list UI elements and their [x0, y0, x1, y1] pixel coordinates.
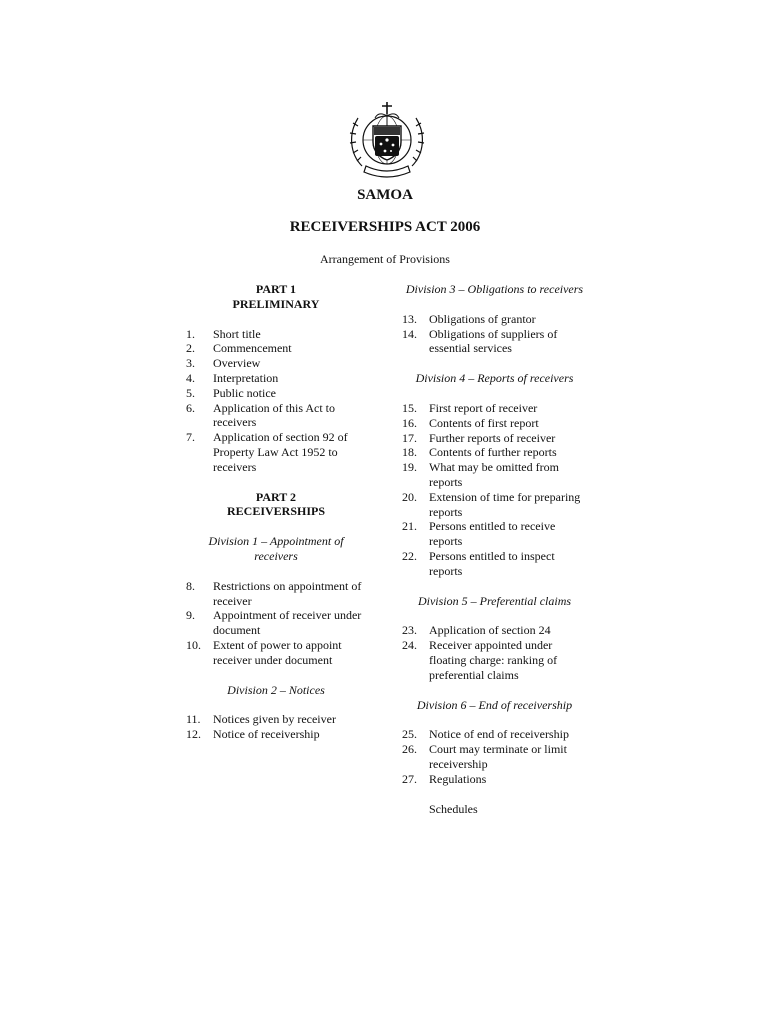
- item-label: Persons entitled to inspect reports: [429, 548, 555, 578]
- item-number: 3.: [186, 356, 195, 371]
- item-number: 1.: [186, 326, 195, 341]
- toc-item-14: [402, 327, 587, 357]
- item-label: Notices given by receiver: [213, 712, 336, 727]
- item-label: Appointment of receiver under document: [213, 608, 362, 638]
- arrangement-subtitle: Arrangement of Provisions: [320, 252, 450, 266]
- contents-right-column: [402, 282, 587, 816]
- division-3-heading: Division 3 – Obligations to receivers: [405, 282, 584, 296]
- toc-item-9: [186, 608, 366, 638]
- item-label: Application of section 24: [429, 623, 551, 638]
- country-title: SAMOA: [357, 187, 413, 203]
- toc-item-24: [402, 638, 587, 682]
- toc-item-2: [186, 341, 366, 356]
- item-number: 8.: [186, 578, 195, 593]
- item-number: 13.: [402, 311, 417, 326]
- toc-item-5: [186, 386, 366, 401]
- division-5-heading: Division 5 – Preferential claims: [417, 593, 572, 608]
- item-number: 17.: [402, 430, 417, 445]
- toc-item-26: [402, 742, 587, 772]
- toc-item-11: [186, 712, 366, 727]
- item-label: Persons entitled to receive reports: [429, 519, 556, 549]
- item-label: Short title: [213, 326, 261, 341]
- item-number: 4.: [186, 370, 195, 385]
- division-4-heading: Division 4 – Reports of receivers: [415, 371, 574, 386]
- toc-item-6: [186, 401, 366, 431]
- toc-item-27: [402, 772, 587, 787]
- item-label: Contents of first report: [429, 415, 539, 430]
- toc-item-18: [402, 445, 587, 460]
- item-label: Extent of power to appoint receiver under document: [213, 637, 342, 667]
- toc-item-25: [402, 727, 587, 742]
- item-number: 5.: [186, 385, 195, 400]
- item-label: Public notice: [213, 385, 276, 400]
- item-number: 21.: [402, 519, 417, 534]
- item-number: 22.: [402, 548, 417, 563]
- item-label: Receiver appointed under floating charge: ranking of preferential claims: [429, 638, 558, 682]
- item-label: Notice of end of receivership: [429, 727, 569, 742]
- item-number: 26.: [402, 742, 417, 757]
- item-label: Commencement: [213, 341, 292, 356]
- item-number: 11.: [186, 712, 201, 727]
- item-label: Further reports of receiver: [429, 430, 556, 445]
- toc-item-1: [186, 327, 366, 342]
- toc-item-16: [402, 416, 587, 431]
- item-number: 2.: [186, 341, 195, 356]
- item-label: Regulations: [429, 771, 487, 786]
- item-label: Court may terminate or limit receivership: [429, 742, 567, 771]
- item-label: Obligations of suppliers of essential services: [429, 326, 558, 356]
- item-number: 23.: [402, 623, 417, 638]
- toc-item-12: [186, 727, 366, 742]
- part-1-heading: PART 1: [255, 282, 297, 296]
- item-number: 9.: [186, 608, 195, 623]
- item-label: Interpretation: [213, 370, 279, 385]
- act-title: RECEIVERSHIPS ACT 2006: [289, 219, 481, 235]
- item-number: 15.: [402, 400, 417, 415]
- toc-item-23: [402, 623, 587, 638]
- toc-item-13: [402, 312, 587, 327]
- division-1-heading: Division 1 – Appointment of receivers: [208, 534, 344, 563]
- item-number: 6.: [186, 400, 195, 415]
- item-label: First report of receiver: [429, 400, 538, 415]
- item-label: Obligations of grantor: [429, 311, 536, 326]
- toc-item-15: [402, 401, 587, 416]
- item-number: 27.: [402, 771, 417, 786]
- toc-item-10: [186, 638, 366, 668]
- item-number: 18.: [402, 445, 417, 460]
- item-label: Overview: [213, 356, 261, 371]
- part-1-name: PRELIMINARY: [232, 296, 320, 311]
- item-number: 7.: [186, 430, 195, 445]
- toc-item-8: [186, 579, 366, 609]
- item-number: 10.: [186, 637, 201, 652]
- toc-item-7: [186, 430, 366, 474]
- item-number: 16.: [402, 415, 417, 430]
- toc-item-22: [402, 549, 587, 579]
- item-label: What may be omitted from reports: [429, 460, 559, 489]
- part-2-name: RECEIVERSHIPS: [226, 504, 326, 519]
- division-6-heading: Division 6 – End of receivership: [416, 697, 573, 712]
- coat-of-arms-icon: [344, 96, 430, 182]
- coat-of-arms-emblem: [344, 96, 430, 182]
- item-number: 24.: [402, 638, 417, 653]
- part-2-heading: PART 2: [255, 489, 297, 504]
- item-label: Restrictions on appointment of receiver: [213, 578, 362, 608]
- item-label: Notice of receivership: [213, 727, 320, 742]
- item-number: 20.: [402, 489, 417, 504]
- toc-item-19: [402, 460, 587, 490]
- toc-item-3: [186, 356, 366, 371]
- item-number: 19.: [402, 460, 417, 475]
- item-label: Application of this Act to receivers: [213, 400, 335, 430]
- toc-item-21: [402, 519, 587, 549]
- item-number: 12.: [186, 727, 201, 742]
- toc-item-20: [402, 490, 587, 520]
- item-label: Extension of time for preparing reports: [429, 489, 581, 519]
- toc-item-17: [402, 431, 587, 446]
- item-number: 25.: [402, 727, 417, 742]
- contents-left-column: [186, 282, 366, 742]
- toc-item-4: [186, 371, 366, 386]
- item-number: 14.: [402, 326, 417, 341]
- division-2-heading: Division 2 – Notices: [227, 682, 325, 697]
- item-label: Contents of further reports: [429, 445, 557, 460]
- schedules-label: Schedules: [429, 801, 478, 816]
- item-label: Application of section 92 of Property Law Act 1952 to receivers: [213, 430, 348, 474]
